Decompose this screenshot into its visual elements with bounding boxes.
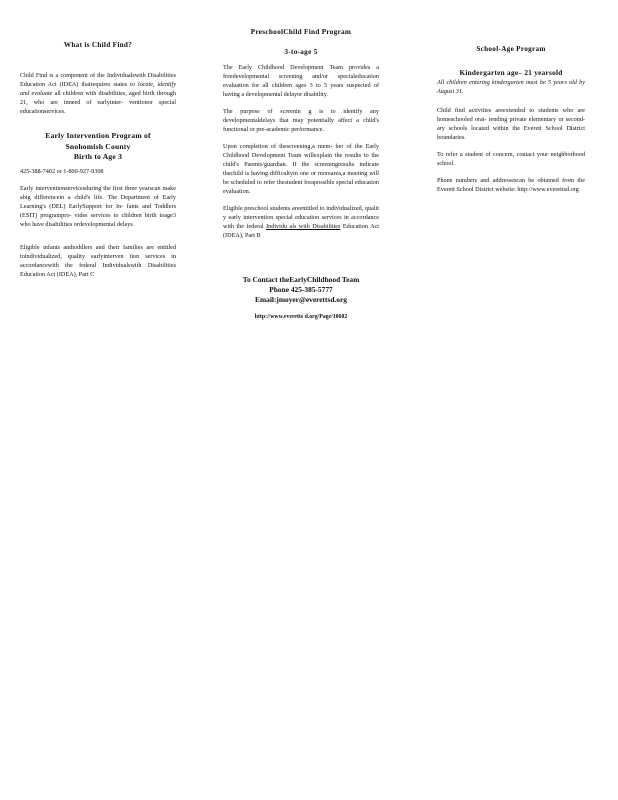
preschool-paragraph-4 xyxy=(223,205,379,241)
preschool-paragraph-3: Upon completion of thescreening,a mem- ber of the Early Childhood Development Team willexplain the results to the child's Parents/guardian. If the screeningresults indicate thechild is having difficultyin one or morearea,a meeting will be scheduled to refer thestudent forapossible special education evaluation. xyxy=(223,142,379,195)
child-find-title: What is Child Find? xyxy=(63,41,133,49)
middle-column xyxy=(223,0,379,321)
early-intervention-heading xyxy=(20,131,176,162)
idea-underlined-text: Individu als with Disabilities xyxy=(266,222,341,230)
contact-email[interactable]: Email:jmoyer@everettsd.org xyxy=(255,294,347,304)
early-intervention-heading-line-1: Early Intervention Program of xyxy=(45,131,151,141)
preschool-paragraph-1: The Early Childhood Development Team provides a freedevelopmental screening and/or specialeducation evaluation for all children ages 3 to 5 years suspected of having a developmental delayor disability. xyxy=(223,63,379,98)
right-column xyxy=(437,0,585,203)
kindergarten-range-title: Kindergarten age– 21 yearsold xyxy=(459,69,563,78)
school-age-paragraph-3: Phone numbers and addressescan be obtained from the Everett School District website: http://www.everettsd.org xyxy=(437,176,585,193)
child-find-intro-start: Child Find is a component of the Individualswith Disabilities Education Act (IDEA) thatrequires states to xyxy=(20,72,176,89)
preschool-age-range: 3-to-age 5 xyxy=(284,48,318,57)
child-find-intro-emphasis: locate, identify and evaluate xyxy=(20,81,176,98)
school-age-title: School-Age Program xyxy=(476,45,546,53)
preschool-paragraph-2: The purpose of screenin g is to identify any developmentaldelays that may potentially affect a child's functional or pre-academic performance. xyxy=(223,107,379,133)
early-intervention-phones: 425-388-7402 or 1-800-927-9308 xyxy=(20,168,104,176)
child-find-intro xyxy=(20,72,176,117)
contact-phone: Phone 425-385-5777 xyxy=(269,284,333,294)
school-age-paragraph-1: Child find activities areextended to students who are homeschooled orat- tending private elementary or second- ary schools located within the Everett School District boundaries. xyxy=(437,106,585,141)
contact-block xyxy=(223,275,379,305)
contact-url-link[interactable]: http://www.everetts d.org/Page/10682 xyxy=(254,313,348,320)
kindergarten-age-note: All children entering kindergarten must be 5 years old by August 31. xyxy=(437,78,585,95)
child-find-intro-end: all children with disabilities, aged birth through 21, who are inneed of earlyinter- ventionor special educationservices. xyxy=(20,90,176,116)
preschool-paragraph-4-end: Education Act (IDEA), Part B xyxy=(223,222,380,239)
contact-team-line: To Contact theEarlyChildhood Team xyxy=(242,274,360,284)
early-intervention-heading-line-2: Snohomish County xyxy=(65,141,131,151)
school-age-paragraph-2: To refer a student of concern, contact your neighborhood school. xyxy=(437,150,585,167)
infants-eligibility-paragraph: Eligible infants andtoddlers and their families are entitled toindividualized, quality earlyinterven tion services in accordancewith the federal Individualswith Disabilities Education Act (IDEA), Part C xyxy=(20,244,176,278)
early-intervention-paragraph: Early interventionservicesduring the first three yearscan make abig differencein a child's life. The Department of Early Learning's (DEL) EarlySupport for In- fants and Toddlers (ESIT) programpro- vides services to children birth toage3 who have disabilities ordevelopmental delays. xyxy=(20,185,176,229)
early-intervention-heading-line-3: Birth to Age 3 xyxy=(73,151,123,161)
preschool-paragraph-4-start: Eligible preschool students areentitled to individualized, qualit y early intervention special education services in accordance with the federal xyxy=(223,204,379,230)
left-column xyxy=(20,0,176,288)
preschool-title: PreschoolChild Find Program xyxy=(250,28,352,36)
